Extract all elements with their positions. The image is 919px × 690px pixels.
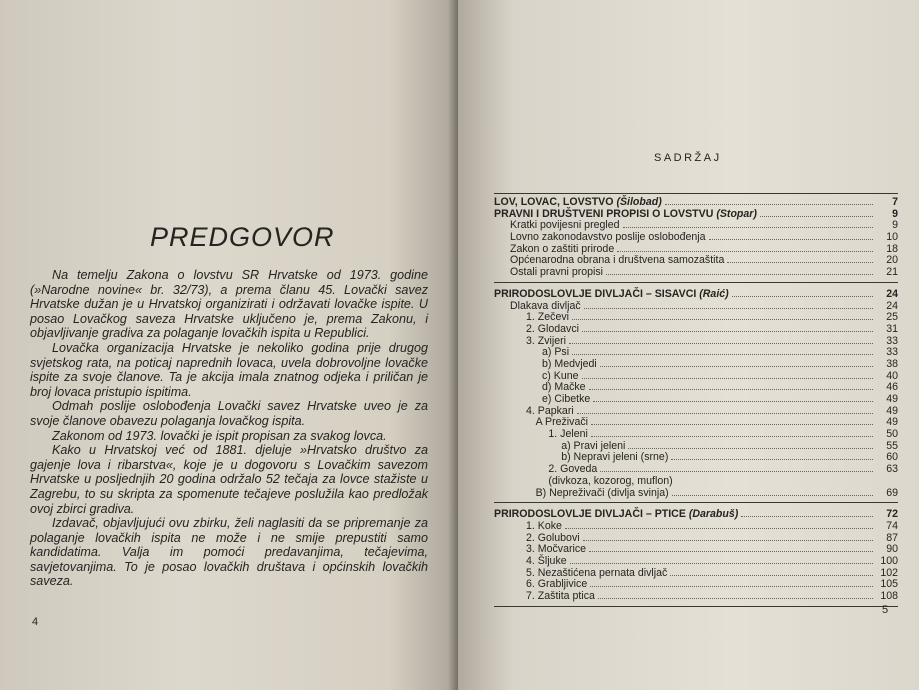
preface-paragraph: Odmah poslije oslobođenja Lovački savez Hrvatske uveo je za svoje članove obavezu polaganja lovačkog ispita. [30,399,428,428]
toc-page-number: 33 [886,334,898,347]
toc-page-number: 18 [886,242,898,255]
page-number-right: 5 [882,604,889,616]
preface-paragraph: Zakonom od 1973. lovački je ispit propisan za svakog lovca. [52,428,387,443]
toc-entry-row [494,324,898,336]
toc-leader-dots [606,267,873,275]
toc-entry-label: 2. Golubovi [526,531,580,544]
toc-page-number: 9 [892,207,898,220]
toc-leader-dots [617,244,873,252]
toc-leader-dots [589,544,873,552]
toc-section [494,286,898,503]
toc-page-number: 21 [886,266,898,279]
toc-leader-dots [583,533,873,541]
toc-entry-label: 1. Koke [526,519,562,532]
toc-entry-label: PRAVNI I DRUŠTVENI PROPISI O LOVSTVU [494,207,714,220]
toc-entry-label: b) Medvjedi [542,357,597,370]
toc-entry-label: 2. Goveda [548,463,598,476]
toc-leader-dots [593,394,873,402]
preface-paragraph: Izdavač, objavljujući ovu zbirku, želi naglasiti da se pripremanje za polaganje lovačkih ispita ne može i ne smije prepustiti samo kandidatima. Valja im pomoći predavanjima, tečajevima, savjetovanjima. To je posao lovačkih društava i općinskih lovačkih saveza. [30,516,428,589]
toc-page-number: 74 [886,519,898,532]
toc-chapter-row [494,197,898,209]
toc-entry-label: Ostali pravni propisi [510,266,604,279]
toc-page-number: 20 [886,254,898,267]
page-title: PREDGOVOR [150,222,335,252]
toc-leader-dots [741,509,873,517]
toc-entry-author: (Darabuš) [685,508,739,521]
toc-page-number: 40 [886,369,898,382]
toc-entry-label: Kratki povijesni pregled [510,219,620,232]
toc-leader-dots [584,301,873,309]
toc-leader-dots [760,209,873,217]
toc-entry-row [494,359,898,371]
toc-page-number: 25 [886,311,898,324]
right-page [458,0,919,690]
toc-page-number: 87 [886,531,898,544]
toc-page-number: 90 [886,543,898,556]
toc-page-number: 24 [886,287,898,300]
toc-page-number: 102 [880,566,898,579]
toc-entry-label: d) Mačke [542,381,586,394]
toc-leader-dots [590,579,873,587]
toc-entry-row [494,267,898,279]
toc-leader-dots [591,417,873,425]
toc-entry-row [494,429,898,441]
preface-paragraph: Na temelju Zakona o lovstvu SR Hrvatske od 1973. godine (»Narodne novine« br. 32/73), a prema članu 45. Lovački savez Hrvatske dužan je u Hrvatskoj organizirati i održavati lovačke ispite. U posao Lovačkog saveza Hrvatske uključeno je, prema Zakonu, i objavljivanje gradiva za polaganje lovačkih ispita u Republici. [30,268,428,341]
toc-page-number: 55 [886,439,898,452]
toc-entry-label: 4. Papkari [526,404,574,417]
toc-entry-label: 2. Glodavci [526,322,579,335]
table-of-contents [494,193,898,610]
toc-entry-label: a) Pravi jeleni [561,439,626,452]
toc-entry-label: a) Psi [542,346,570,359]
toc-leader-dots [591,429,873,437]
toc-leader-dots [570,556,873,564]
toc-entry-label: 4. Šljuke [526,554,567,567]
toc-leader-dots [582,324,873,332]
toc-entry-label: 1. Jeleni [548,428,588,441]
toc-entry-row [494,556,898,568]
toc-page-number: 10 [886,231,898,244]
toc-page-number: 24 [886,299,898,312]
toc-entry-label: (divkoza, kozorog, muflon) [548,474,673,487]
toc-entry-row [494,488,898,500]
preface-paragraph: Kako u Hrvatskoj već od 1881. djeluje »Hrvatsko društvo za gajenje lova i ribarstva«, koje je u dogovoru s Lovačkim savezom Hrvatske u posljednjih 20 godina održalo 52 tečaja za lovce stažiste u Zagrebu, to su skripta za spomenute tečajeve poslužila kao predložak ovoj zbirci gradiva. [30,443,428,516]
toc-entry-label: LOV, LOVAC, LOVSTVO [494,196,614,208]
toc-leader-dots [671,452,873,460]
toc-leader-dots [569,336,873,344]
toc-leader-dots [577,406,873,414]
toc-leader-dots [628,441,873,449]
toc-entry-label: B) Nepreživači (divlja svinja) [535,486,669,499]
toc-leader-dots [670,568,873,576]
toc-chapter-row [494,289,898,301]
page-number-left: 4 [32,616,39,628]
left-page [0,0,458,690]
toc-leader-dots [672,488,873,496]
toc-page-number: 105 [880,578,898,591]
toc-entry-row [494,521,898,533]
toc-entry-author: (Raić) [696,287,729,300]
toc-leader-dots [598,591,873,599]
toc-leader-dots [600,464,873,472]
toc-leader-dots [565,521,873,529]
toc-section [494,506,898,607]
toc-leader-dots [727,255,873,263]
toc-entry-author: (Stopar) [713,207,757,220]
toc-leader-dots [732,289,873,297]
toc-entry-label: c) Kune [542,369,579,382]
toc-leader-dots [589,382,873,390]
toc-page-number: 108 [880,590,898,602]
toc-entry-label: b) Nepravi jeleni (srne) [561,451,669,464]
toc-section [494,194,898,283]
toc-leader-dots [572,347,873,355]
toc-page-number: 72 [886,508,898,521]
toc-entry-label: 1. Zečevi [526,311,569,324]
toc-entry-label: Dlakava divljač [510,299,581,312]
toc-page-number: 49 [886,393,898,405]
toc-page-number: 63 [886,463,898,476]
toc-leader-dots [600,359,873,367]
toc-page-number: 50 [886,428,898,441]
toc-leader-dots [572,312,873,320]
toc-entry-label: A Preživači [535,416,588,429]
toc-entry-label: 3. Močvarice [526,543,587,556]
toc-page-number: 31 [886,322,898,335]
toc-entry-label: e) Cibetke [542,393,591,405]
toc-entry-label: Zakon o zaštiti prirode [510,242,615,255]
toc-page-number: 49 [886,416,898,429]
toc-entry-row [494,591,898,603]
toc-leader-dots [623,220,873,228]
toc-entry-label: Lovno zakonodavstvo poslije oslobođenja [510,231,706,244]
toc-entry-row [494,394,898,406]
toc-page-number: 33 [886,346,898,359]
toc-entry-label: 5. Nezaštićena pernata divljač [526,566,668,579]
toc-entry-label: PRIRODOSLOVLJE DIVLJAČI – PTICE [494,508,686,521]
toc-entry-label: 6. Grabljivice [526,578,588,591]
preface-paragraph: Lovačka organizacija Hrvatske je nekoliko godina prije drugog svjetskog rata, na poticaj naprednih lovaca, uvela dobrovoljne lovačke ispite za svoje članove. Ta je akcija imala znatnog odjeka i priličan je broj lovaca pristupio ispitima. [30,340,428,399]
preface-body [30,268,428,589]
toc-entry-row [494,232,898,244]
toc-page-number: 100 [880,554,898,567]
toc-entry-row [494,476,898,488]
toc-page-number: 9 [892,219,898,232]
toc-leader-dots [665,197,873,205]
toc-entry-row [494,441,898,453]
toc-leader-dots [709,232,873,240]
toc-heading: SADRŽAJ [654,152,722,164]
toc-page-number: 69 [886,486,898,499]
toc-entry-label: Općenarodna obrana i društvena samozaštita [510,254,725,267]
toc-entry-label: 7. Zaštita ptica [526,590,595,602]
toc-page-number: 7 [892,196,898,208]
toc-leader-dots [582,371,873,379]
toc-page-number: 49 [886,404,898,417]
toc-entry-label: 3. Zvijeri [526,334,567,347]
toc-entry-label: PRIRODOSLOVLJE DIVLJAČI – SISAVCI [494,287,697,300]
toc-entry-author: (Šilobad) [613,196,662,208]
toc-page-number: 46 [886,381,898,394]
toc-page-number: 38 [886,357,898,370]
toc-page-number: 60 [886,451,898,464]
